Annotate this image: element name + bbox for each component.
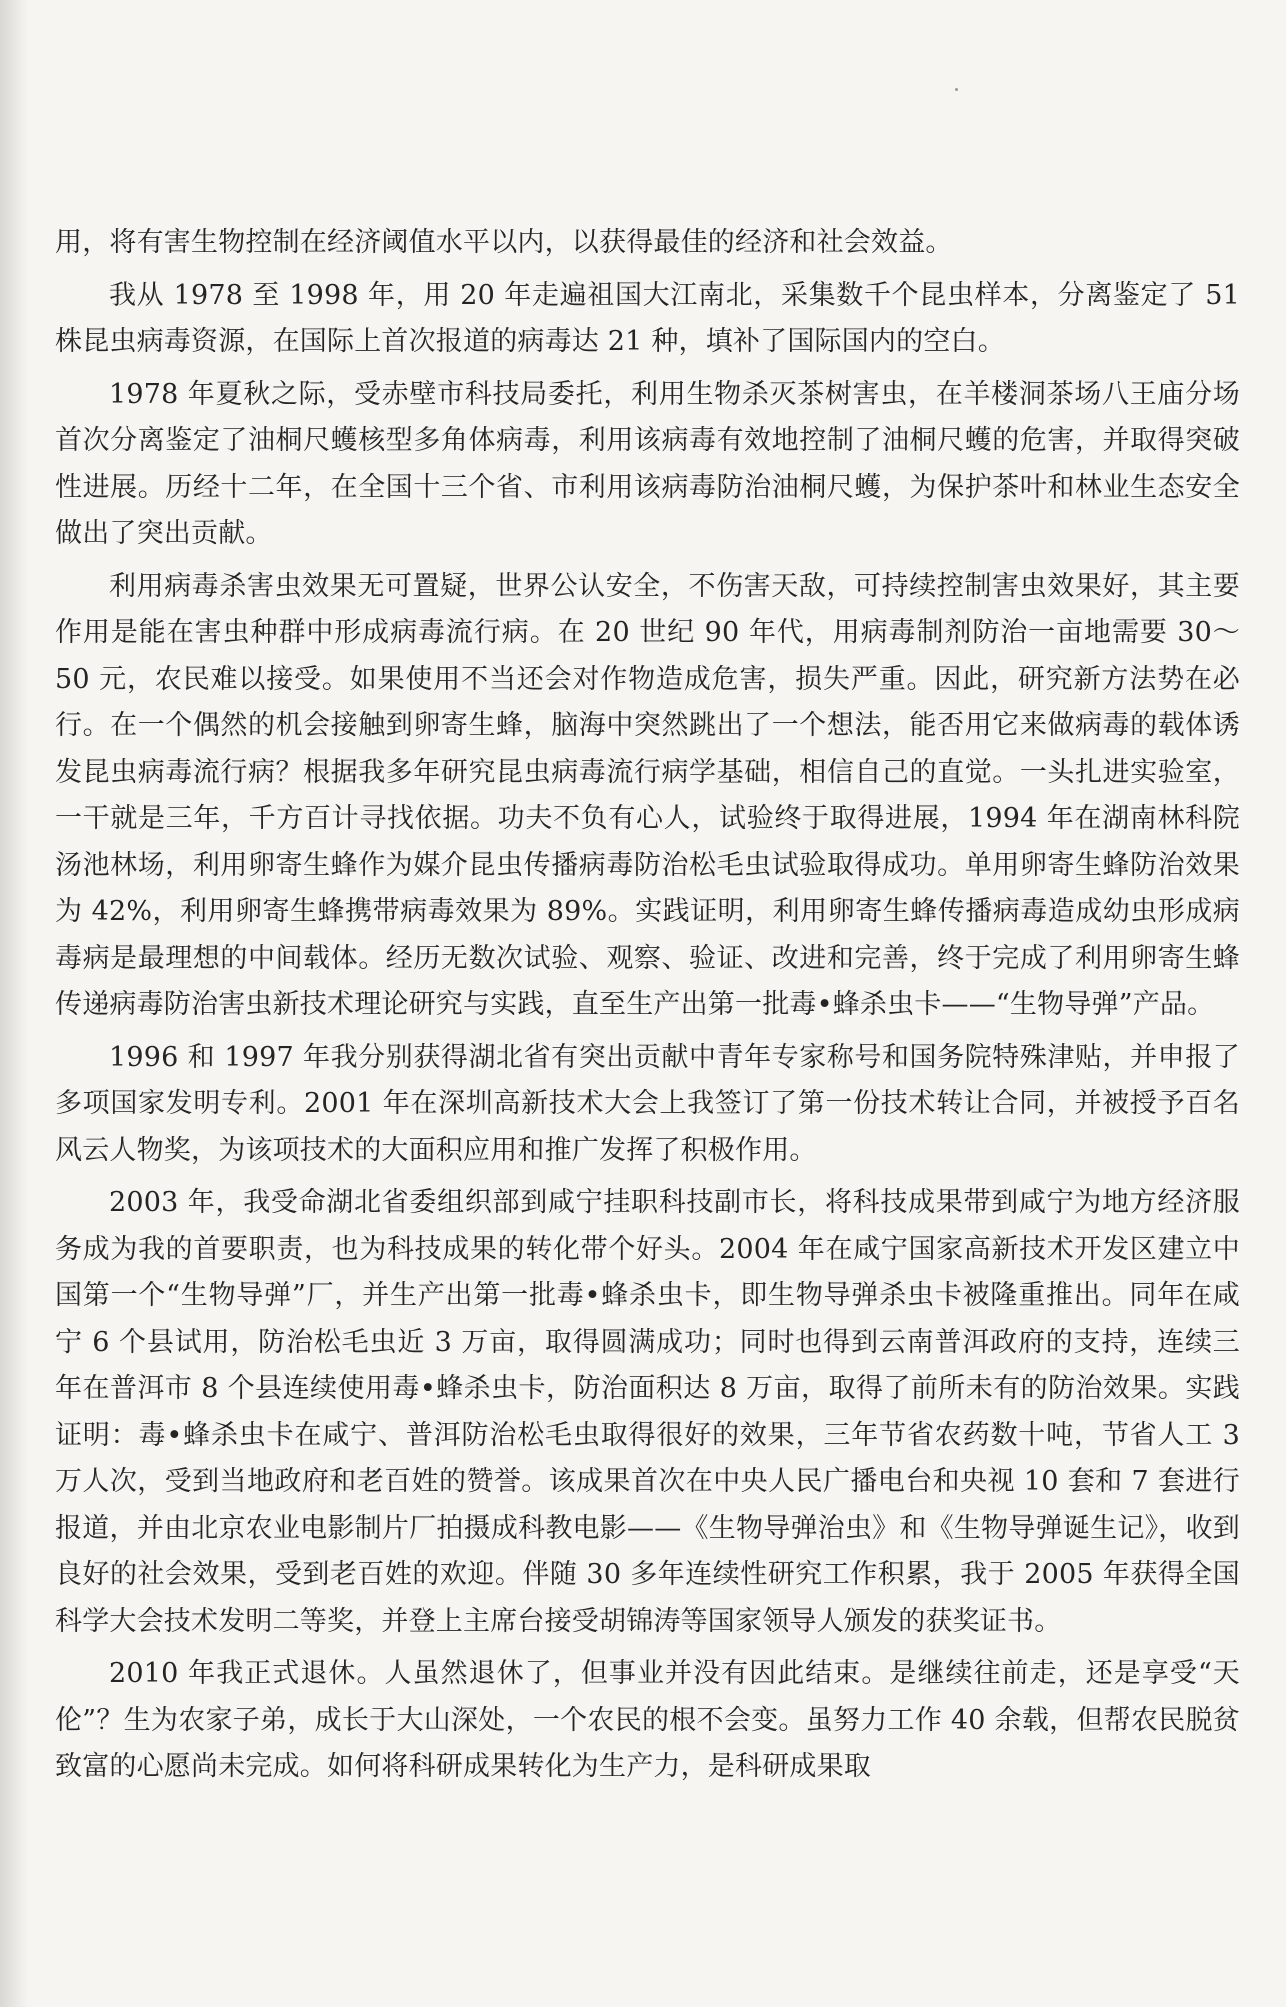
scan-speck	[955, 88, 958, 91]
page-edge-shadow	[0, 0, 28, 2007]
paragraph-3: 1978 年夏秋之际，受赤壁市科技局委托，利用生物杀灭茶树害虫，在羊楼洞茶场八王庙分场首次分离鉴定了油桐尺蠖核型多角体病毒，利用该病毒有效地控制了油桐尺蠖的危害，并取得突破性进展。历经十二年，在全国十三个省、市利用该病毒防治油桐尺蠖，为保护茶叶和林业生态安全做出了突出贡献。	[55, 378, 1240, 549]
paragraph-5: 1996 和 1997 年我分别获得湖北省有突出贡献中青年专家称号和国务院特殊津贴，并申报了多项国家发明专利。2001 年在深圳高新技术大会上我签订了第一份技术转让合同，并被授予百名风云人物奖，为该项技术的大面积应用和推广发挥了积极作用。	[55, 1041, 1240, 1166]
paragraph-6: 2003 年，我受命湖北省委组织部到咸宁挂职科技副市长，将科技成果带到咸宁为地方经济服务成为我的首要职责，也为科技成果的转化带个好头。2004 年在咸宁国家高新技术开发区建立中国第一个“生物导弹”厂，并生产出第一批毒•蜂杀虫卡，即生物导弹杀虫卡被隆重推出。同年在咸宁 6 个县试用，防治松毛虫近 3 万亩，取得圆满成功；同时也得到云南普洱政府的支持，连续三年在普洱市 8 个县连续使用毒•蜂杀虫卡，防治面积达 8 万亩，取得了前所未有的防治效果。实践证明：毒•蜂杀虫卡在咸宁、普洱防治松毛虫取得很好的效果，三年节省农药数十吨，节省人工 3 万人次，受到当地政府和老百姓的赞誉。该成果首次在中央人民广播电台和央视 10 套和 7 套进行报道，并由北京农业电影制片厂拍摄成科教电影——《生物导弹治虫》和《生物导弹诞生记》，收到良好的社会效果，受到老百姓的欢迎。伴随 30 多年连续性研究工作积累，我于 2005 年获得全国科学大会技术发明二等奖，并登上主席台接受胡锦涛等国家领导人颁发的获奖证书。	[55, 1187, 1240, 1637]
paragraph-7: 2010 年我正式退休。人虽然退休了，但事业并没有因此结束。是继续往前走，还是享受“天伦”？生为农家子弟，成长于大山深处，一个农民的根不会变。虽努力工作 40 余载，但帮农民脱贫致富的心愿尚未完成。如何将科研成果转化为生产力，是科研成果取	[55, 1658, 1240, 1782]
document-body	[55, 220, 1240, 1797]
paragraph-2: 我从 1978 至 1998 年，用 20 年走遍祖国大江南北，采集数千个昆虫样本，分离鉴定了 51 株昆虫病毒资源，在国际上首次报道的病毒达 21 种，填补了国际国内的空白。	[55, 279, 1240, 357]
paragraph-1: 用，将有害生物控制在经济阈值水平以内，以获得最佳的经济和社会效益。	[55, 227, 953, 258]
paragraph-4: 利用病毒杀害虫效果无可置疑，世界公认安全，不伤害天敌，可持续控制害虫效果好，其主要作用是能在害虫种群中形成病毒流行病。在 20 世纪 90 年代，用病毒制剂防治一亩地需要 30～50 元，农民难以接受。如果使用不当还会对作物造成危害，损失严重。因此，研究新方法势在必行。在一个偶然的机会接触到卵寄生蜂，脑海中突然跳出了一个想法，能否用它来做病毒的载体诱发昆虫病毒流行病？根据我多年研究昆虫病毒流行病学基础，相信自己的直觉。一头扎进实验室，一干就是三年，千方百计寻找依据。功夫不负有心人，试验终于取得进展，1994 年在湖南林科院汤池林场，利用卵寄生蜂作为媒介昆虫传播病毒防治松毛虫试验取得成功。单用卵寄生蜂防治效果为 42%，利用卵寄生蜂携带病毒效果为 89%。实践证明，利用卵寄生蜂传播病毒造成幼虫形成病毒病是最理想的中间载体。经历无数次试验、观察、验证、改进和完善，终于完成了利用卵寄生蜂传递病毒防治害虫新技术理论研究与实践，直至生产出第一批毒•蜂杀虫卡——“生物导弹”产品。	[55, 570, 1240, 1020]
